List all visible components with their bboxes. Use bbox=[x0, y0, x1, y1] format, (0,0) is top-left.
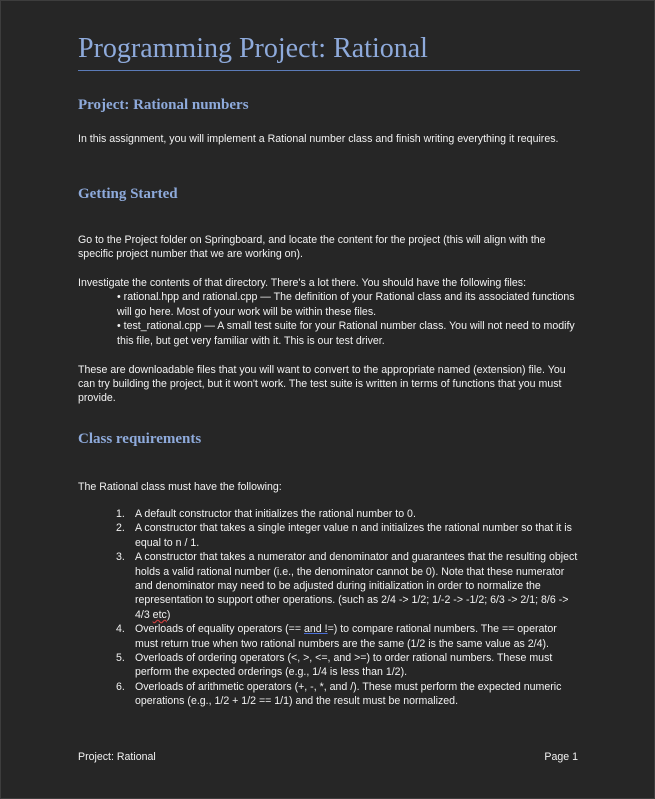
heading-project: Project: Rational numbers bbox=[78, 97, 249, 113]
getting-started-paragraph-3: These are downloadable files that you will want to convert to the appropriate named (extension) file. You can try building the project, but it won't work. The test suite is written in terms of functions that you must provide. bbox=[78, 364, 566, 405]
list-item-text: Overloads of equality operators (== and !=) to compare rational numbers. The == operator must return true when two rational numbers are the same (1/2 is the same value as 2/4). bbox=[135, 623, 557, 650]
footer-left: Project: Rational bbox=[78, 751, 156, 763]
footer-page-number: Page 1 bbox=[544, 751, 578, 763]
list-item-text: A constructor that takes a numerator and denominator and guarantees that the resulting object holds a valid rational number (i.e., the denominator cannot be 0). Note that these numerator and denominator may need to be adjusted during initialization in order to normalize the representation to support other operations. (such as 2/4 -> 1/2; 1/-2 -> -1/2; 6/3 -> 2/1; 8/6 -> 4/3 etc) bbox=[135, 551, 578, 621]
list-item bbox=[78, 550, 578, 622]
getting-started-paragraph-1: Go to the Project folder on Springboard, and locate the content for the project (this will align with the specific project number that we are working on). bbox=[78, 234, 546, 261]
list-number: 3. bbox=[116, 551, 125, 564]
bullet-text: test_rational.cpp — A small test suite for your Rational number class. You will not need to modify this file, but get very familiar with it. This is our test driver. bbox=[117, 320, 575, 347]
title-underline bbox=[78, 70, 580, 71]
list-item bbox=[78, 521, 578, 550]
list-item-text: Overloads of ordering operators (<, >, <=, and >=) to order rational numbers. These must perform the expected orderings (e.g., 1/4 is less than 1/2). bbox=[135, 652, 553, 679]
list-item-text: Overloads of arithmetic operators (+, -, *, and /). These must perform the expected numeric operations (e.g., 1/2 + 1/2 == 1/1) and the result must be normalized. bbox=[135, 680, 562, 708]
bullet-text: rational.hpp and rational.cpp — The definition of your Rational class and its associated functions will go here. Most of your work will be within these files. bbox=[117, 291, 575, 318]
heading-getting-started: Getting Started bbox=[78, 186, 178, 202]
list-number: 2. bbox=[116, 522, 125, 535]
document-title: Programming Project: Rational bbox=[78, 33, 428, 64]
heading-class-requirements: Class requirements bbox=[78, 431, 202, 447]
getting-started-paragraph-2: Investigate the contents of that directory. There's a lot there. You should have the following files: bbox=[78, 277, 527, 289]
file-bullet-test bbox=[117, 319, 575, 348]
requirements-list bbox=[78, 507, 578, 709]
requirements-intro: The Rational class must have the following: bbox=[78, 481, 282, 493]
list-item-text: A constructor that takes a single integer value n and initializes the rational number so that it is equal to n / 1. bbox=[135, 522, 572, 549]
list-item-text: A default constructor that initializes the rational number to 0. bbox=[135, 508, 416, 520]
list-number: 5. bbox=[116, 652, 125, 665]
project-description: In this assignment, you will implement a Rational number class and finish writing everything it requires. bbox=[78, 133, 559, 145]
list-item bbox=[78, 680, 578, 709]
list-number: 1. bbox=[116, 508, 125, 520]
bullet-marker: • bbox=[117, 320, 121, 332]
list-item bbox=[78, 651, 578, 680]
list-item bbox=[78, 622, 578, 651]
bullet-marker: • bbox=[117, 291, 121, 303]
list-number: 6. bbox=[116, 680, 125, 693]
list-item bbox=[78, 507, 578, 521]
list-number: 4. bbox=[116, 623, 125, 636]
spellcheck-flag: etc bbox=[152, 608, 167, 621]
file-bullet-rational bbox=[117, 290, 575, 319]
grammar-flag: and ! bbox=[304, 623, 328, 636]
